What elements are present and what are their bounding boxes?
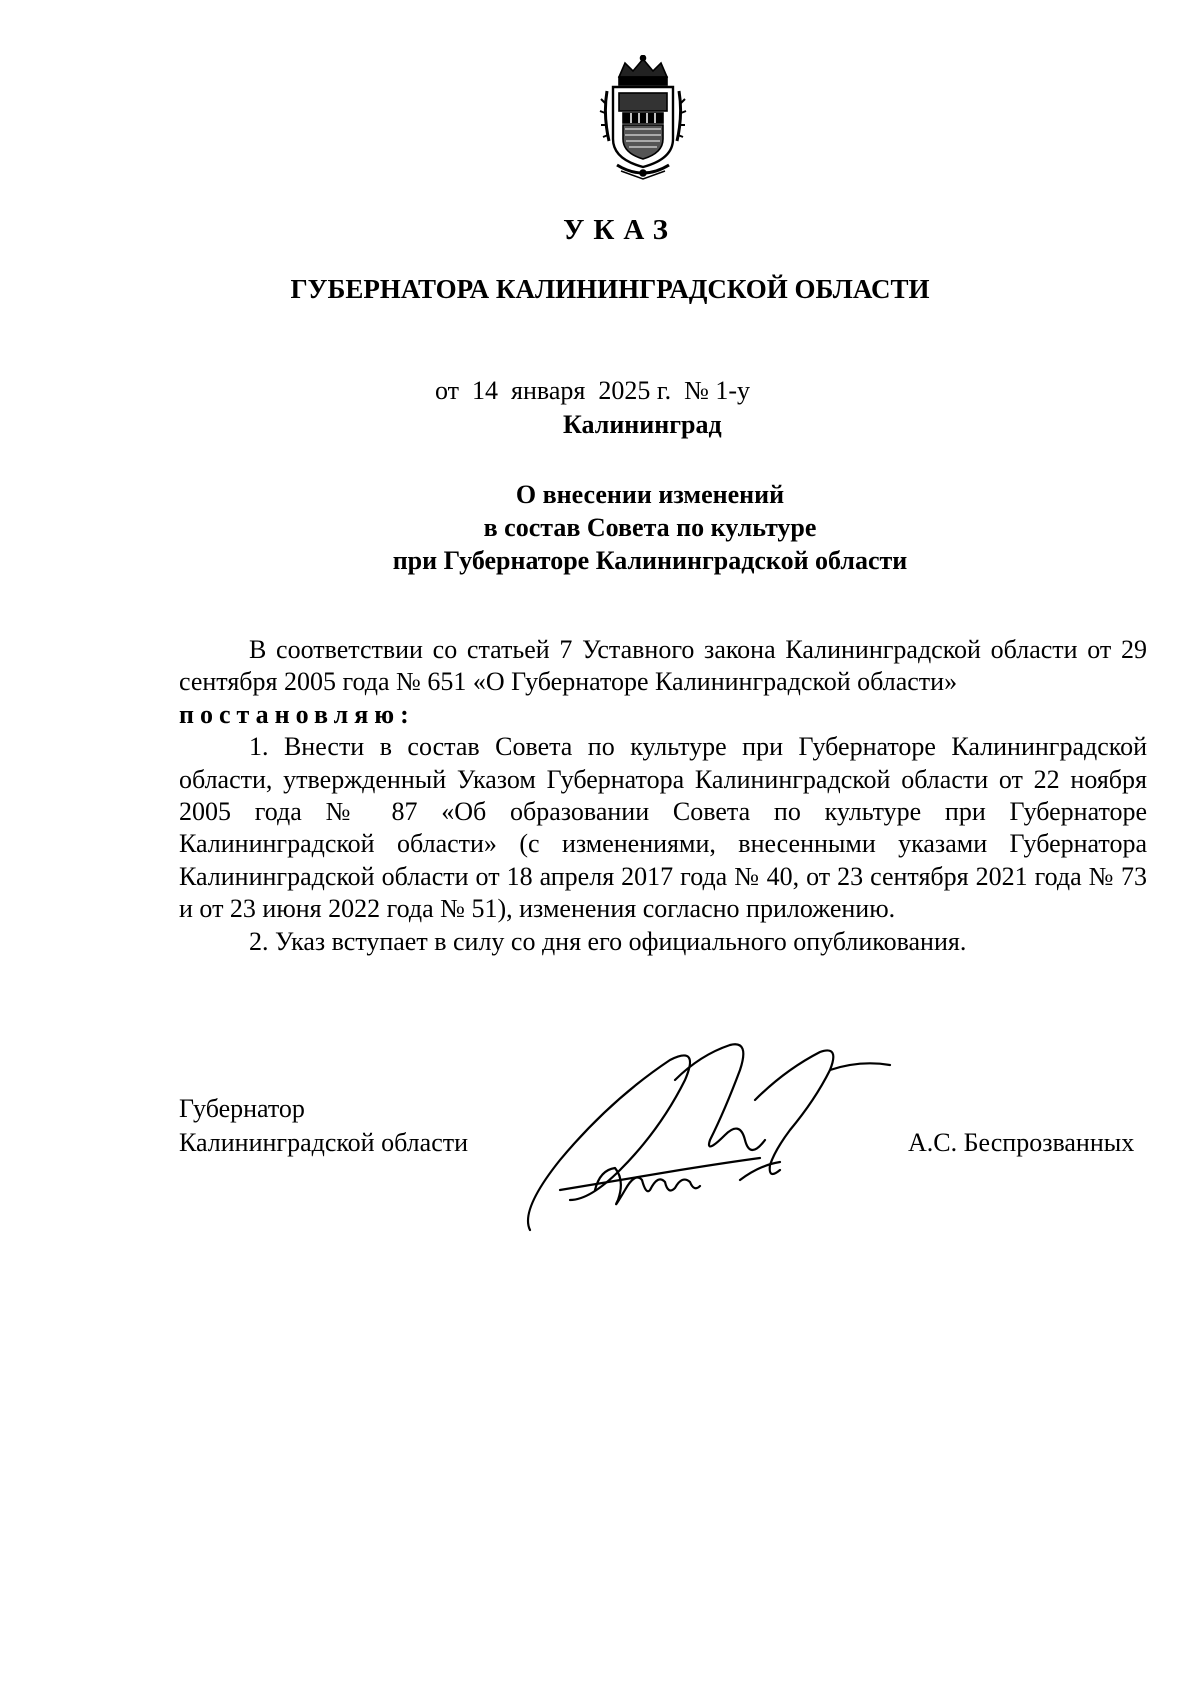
title-line-3: при Губернаторе Калининградской области bbox=[392, 546, 908, 575]
coat-of-arms-icon bbox=[595, 55, 691, 183]
signatory-position-line-2: Калининградской области bbox=[179, 1128, 469, 1157]
signatory-name: А.С. Беспрозванных bbox=[908, 1128, 1135, 1157]
date-year: 2025 г. bbox=[598, 376, 672, 405]
item-1-paragraph: 1. Внести в состав Совета по культуре при Губернаторе Калининградской области, утвержденный Указом Губернатора Калининградской области от 22 ноября 2005 года № 87 «Об образовании Совета по культуре при Губернаторе Калининградской области» (с изменениями, внесенными указами Губернатора Калининградской области от 18 апреля 2017 года № 40, от 23 сентября 2021 года № 73 и от 23 июня 2022 года № 51), изменения согласно приложению. bbox=[179, 732, 1147, 924]
issuer-heading: ГУБЕРНАТОРА КАЛИНИНГРАДСКОЙ ОБЛАСТИ bbox=[290, 274, 930, 304]
date-number-line bbox=[435, 376, 750, 406]
decree-type-heading: УКАЗ bbox=[563, 214, 677, 246]
date-month: января bbox=[511, 376, 586, 405]
handwritten-signature bbox=[500, 1040, 940, 1240]
decree-word-paragraph bbox=[179, 699, 1147, 731]
signatory-position bbox=[179, 1092, 468, 1160]
issue-city: Калининград bbox=[563, 410, 722, 439]
preamble-paragraph: В соответствии со статьей 7 Уставного закона Калининградской области от 29 сентября 2005 года № 651 «О Губернаторе Калининградской области» bbox=[179, 635, 1147, 697]
title-line-2: в состав Совета по культуре bbox=[483, 513, 817, 542]
decree-word: постановляю: bbox=[179, 699, 415, 729]
date-prefix: от bbox=[435, 376, 460, 405]
decree-body bbox=[179, 634, 1147, 958]
item-2-paragraph: 2. Указ вступает в силу со дня его официального опубликования. bbox=[249, 926, 967, 956]
signatory-position-line-1: Губернатор bbox=[179, 1094, 305, 1123]
date-day: 14 bbox=[472, 376, 499, 405]
title-line-1: О внесении изменений bbox=[515, 480, 785, 509]
decree-number: № 1-у bbox=[684, 376, 751, 405]
decree-title bbox=[330, 478, 970, 577]
